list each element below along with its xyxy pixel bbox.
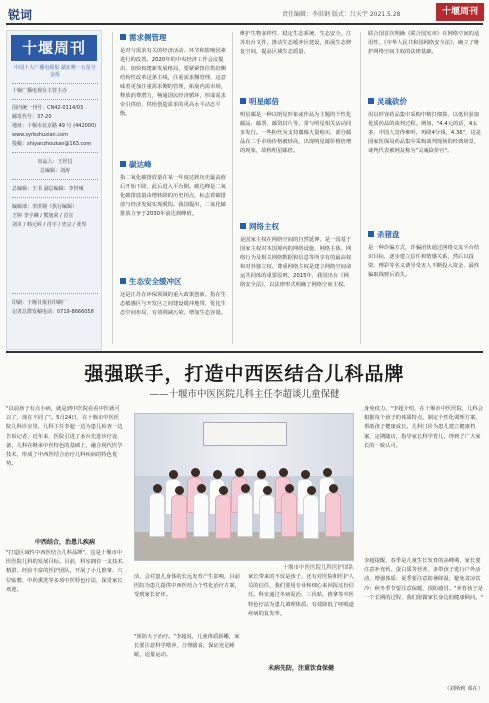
- term-title: 需求侧管理: [129, 33, 167, 42]
- masthead-line: 出品人：王世昌: [37, 159, 73, 165]
- column-divider: [112, 32, 113, 344]
- masthead-line: 国内统一刊号：CN42-0114/03: [12, 105, 84, 111]
- photo-noticeboard: [203, 422, 287, 446]
- term-heading: [120, 32, 226, 44]
- term-body: 是国家主权在网络空间的自然延伸，是一国基于国家主权对本国境内的网络设施、网络主体、网络行为及相关网络数据和信息等所享有的最高权和对外独立权。尊重网络主权是建立网络空间命运共同体的重要原则，2015年，我国出台《网络安全法》，以法律形式明确了网络空间主权。: [240, 237, 352, 288]
- term-title: 生态安全缓冲区: [129, 277, 182, 286]
- staff-figure: [303, 486, 319, 539]
- masthead-box: [6, 30, 102, 350]
- masthead-line: 王婷 李宇琳 / 熊旭荣 / 首宣: [12, 213, 74, 219]
- square-bullet-icon: [120, 34, 126, 40]
- article-subheading: 未病先防，注重饮食保健: [267, 665, 334, 672]
- square-bullet-icon: [120, 161, 126, 167]
- term-heading: [120, 159, 226, 171]
- square-bullet-icon: [368, 231, 374, 237]
- editor-meta: 责任编辑：李洪钢 版式：吕天宇 2021.5.28: [282, 11, 401, 18]
- article-paragraph: "以前孩子有点小病，就是到中医院看看中医就可以了，现在不同了"。5月24日，在十堰市中医医院儿科诊室里，儿科主任李超一边为患儿检查一边告诉记者，近年来，医院引进了多台先进诊疗设备，儿科在继承中医特色的基础上，融合现代医学技术，形成了中西医结合治疗儿科疾病的特色优势。: [6, 406, 123, 468]
- term-title: 灵魂砍价: [377, 97, 407, 106]
- masthead-line: 刘卓 / 韩元婷 / 肖宇 / 史宗 / 张琴: [12, 222, 87, 228]
- masthead-line: 记者总群发稿电话：0719-8666058: [12, 309, 94, 315]
- masthead-divider: [12, 197, 98, 198]
- masthead-line: 十堰广播电视台主管主办: [12, 88, 68, 94]
- masthead-divider: [12, 293, 98, 294]
- column-divider: [360, 32, 361, 344]
- square-bullet-icon: [120, 278, 126, 284]
- square-bullet-icon: [368, 98, 374, 104]
- article-byline: （刘斯莉 邓在）: [444, 686, 483, 692]
- masthead-logo: 十堰周刊: [11, 35, 97, 61]
- masthead-line: www.syrbshuxian.com: [12, 132, 68, 138]
- square-bullet-icon: [240, 223, 246, 229]
- staff-figure: [325, 484, 341, 537]
- term-body: 联合国首次明确《联合国宪章》在网络空间的适用性，《中华人民共和国网络安全法》，确立了维护网络空间主权的法律基础。: [368, 31, 480, 55]
- masthead-line: 总编辑：王书 副总编辑：李世雍: [12, 186, 84, 192]
- team-photo: [134, 413, 354, 561]
- term-title: 网络主权: [249, 222, 279, 231]
- masthead-line: 编辑部：李洪钢（执行编辑）: [12, 204, 78, 210]
- glossary-column-2: [240, 30, 354, 336]
- term-body: 维护生物多样性、稳定生态系统、生态安全。江苏出台文件，推动生态缓冲区建设，拓展生态修复空间，提高区域生态质量。: [240, 31, 352, 55]
- term-body: 明星邮是一种以明星形象或作品为主题的个性化邮品，邮票、邮资封片等，常与明星相关活动同步发行。一些粉丝为支持偶像大量购买，部分邮品在二手市场价格被炒高，出现明星邮价格倍增的现象，故称明星邮倍。: [240, 112, 352, 154]
- term-heading: [240, 96, 354, 108]
- article-subheading: 中西结合，治患儿疾病: [34, 539, 95, 546]
- article-paragraph: "打造区域性中西医结合儿科品牌"，这是十堰市中医医院儿科的发展目标。目前，科室拥有一支技术精湛、经验丰富的医护团队，开展了小儿推拿、穴位贴敷、中药熏洗等多项中医特色疗法，深受家长欢迎。: [6, 550, 123, 593]
- staff-figure: [281, 484, 297, 537]
- page-header: [0, 0, 489, 28]
- term-body: 用以形容药品集中采购中精打细算、以低价获取优质药品的谈判过程。例如，"4.4元的话，4太多，中国人觉得难听，再降4分钱，4.36"，这是国家医保局药品集中采购谈判现场的经典场景，谈判代表被网友称为"灵魂砍价官"。: [368, 112, 481, 154]
- staff-figure: [237, 484, 253, 537]
- header-rule: [6, 23, 483, 25]
- term-body: 是对与需求有关的经济活动、环节和影响因素进行的改善。2020年的中央经济工作会议提出，加快构建新发展格局，要紧紧扭住供给侧结构性改革这条主线，注重需求侧管理，这意味着更加注重需求侧的管理，拓展内需市场，释放消费潜力，畅通国民经济循环，形成需求牵引供给、供给创造需求的更高水平动态平衡。: [120, 48, 226, 117]
- column-divider: [232, 32, 233, 344]
- masthead-divider: [12, 179, 98, 180]
- masthead-divider: [12, 83, 98, 84]
- feature-subtitle: ——十堰市中医医院儿科主任李超谈儿童保健: [149, 389, 340, 400]
- term-heading: [120, 276, 226, 288]
- staff-figure: [215, 486, 231, 539]
- article-paragraph: "预防大于治疗。"李超说，儿童体质娇嫩，家长要注意科学喂养，合理膳食，保证充足睡眠，适量运动。: [134, 634, 240, 659]
- feature-title: 强强联手，打造中西医结合儿科品牌: [84, 363, 405, 385]
- term-body: 指二氧化碳排放量在某一年度达到历史最高值后开始下降，此后进入平台期。碳达峰是二氧化碳排放量由增转降的历史拐点，标志着碳排放与经济发展实现脱钩。我国提出，二氧化碳排放力争于2030年前达到峰值。: [120, 175, 226, 217]
- term-body: 是一种诈骗方式，诈骗团伙通过网络交友平台结识目标，逐步建立信任和情感关系，然后以投资、博彩等名义诱导受害人不断投入资金，最终骗取钱财后消失。: [368, 245, 480, 278]
- term-heading: [368, 96, 482, 108]
- brand-badge: 十堰周刊: [436, 3, 484, 21]
- term-body: 这是江苏在环保领域的重大政策创新。指在生态敏感区与开发区之间建设缓冲地带，优化生态空间布局，有效削减污染，增加生态容量。: [120, 292, 226, 316]
- masthead-line: 印刷：十堰日报社印刷厂: [12, 300, 68, 306]
- square-bullet-icon: [240, 98, 246, 104]
- glossary-column-3: [368, 30, 482, 336]
- glossary-column-1: [120, 30, 226, 345]
- section-label: 锐词: [8, 8, 33, 22]
- article-paragraph: 家长带来的不仅是孩子，还有对医院和医护人员的信任，我们要用专业和细心来回报这份信任。科室通过冬病夏治、三伏贴、推拿等中医特色疗法为患儿调理体质，有效降低了呼吸道疾病的复发率。: [248, 574, 354, 617]
- article-paragraph: 李超提醒，春季是儿童生长发育的高峰期，家长要注意补充钙、蛋白质等营养，多带孩子进行户外活动，增强体质；夏季要注意防暑降温，避免贪凉饮冷；秋冬季节要注意保暖，预防感冒。"养育孩子是一个长期的过程，我们愿做家长身边的健康顾问。": [364, 558, 483, 601]
- article-paragraph: 身免疫力。"李超介绍，在十堰市中医医院，儿科会根据每个孩子的体质特点，制定个性化调理方案，帮助孩子健康成长。儿科门诊为患儿建立健康档案，定期随访，指导家长科学育儿，得到了广大家长的一致认可。: [364, 406, 483, 449]
- staff-figure: [149, 484, 165, 537]
- staff-figure: [193, 484, 209, 537]
- staff-figure: [259, 486, 275, 539]
- masthead-line: 投稿：shiyanzhoukan@163.com: [12, 141, 92, 147]
- masthead-line: 邮发代号：37-20: [12, 114, 52, 120]
- masthead-divider: [12, 99, 98, 100]
- article-paragraph: 活，会对患儿身体的长远发育产生影响，目前医院为患儿提供中西医结合个性化治疗方案，受到家长好评。: [134, 574, 240, 599]
- masthead-subtitle: 中国十大广播电视报 湖北唯一五星号金报: [14, 65, 96, 78]
- term-title: 明星邮倍: [249, 97, 279, 106]
- term-heading: [368, 229, 482, 241]
- term-heading: [240, 221, 354, 233]
- masthead-divider: [12, 152, 98, 153]
- masthead-line: 总编辑：刘涛: [39, 168, 70, 174]
- feature-article: [6, 351, 483, 699]
- photo-caption: 十堰市中医医院儿科医护团队: [282, 565, 354, 571]
- term-title: 杀猪盘: [377, 230, 400, 239]
- masthead-line: 地址：十堰市北京路 49 号 (442000): [12, 123, 97, 129]
- staff-figure: [171, 486, 187, 539]
- term-title: 碳达峰: [129, 160, 152, 169]
